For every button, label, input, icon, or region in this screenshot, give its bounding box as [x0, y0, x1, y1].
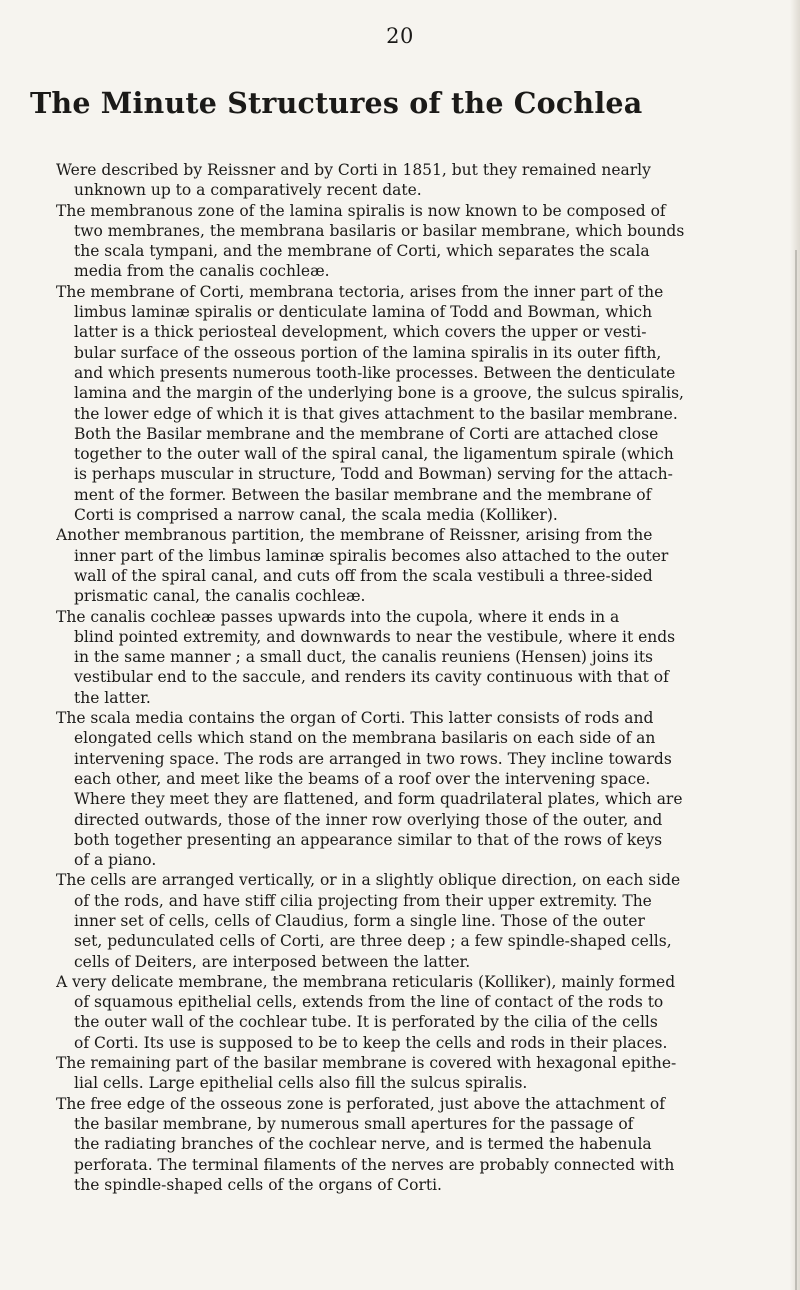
text-line: A very delicate membrane, the membrana reticularis (Kolliker), mainly formed	[56, 972, 676, 991]
text-line: Both the Basilar membrane and the membrane of Corti are attached close	[74, 424, 659, 443]
text-line: the outer wall of the cochlear tube. It is perforated by the cilia of the cells	[74, 1013, 658, 1032]
page-title: The Minute Structures of the Cochlea	[30, 86, 643, 120]
text-line: the spindle-shaped cells of the organs of Corti.	[74, 1175, 442, 1194]
text-line: lial cells. Large epithelial cells also fill the sulcus spiralis.	[74, 1074, 528, 1093]
text-line: elongated cells which stand on the membrana basilaris on each side of an	[74, 729, 656, 748]
text-line: the radiating branches of the cochlear nerve, and is termed the habenula	[74, 1135, 652, 1154]
text-line: The free edge of the osseous zone is perforated, just above the attachment of	[56, 1094, 665, 1113]
text-line: The scala media contains the organ of Corti. This latter consists of rods and	[56, 709, 654, 728]
text-line: of the rods, and have stiff cilia projecting from their upper extremity. The	[74, 891, 652, 910]
body-text	[56, 160, 796, 1195]
text-line: Another membranous partition, the membrane of Reissner, arising from the	[56, 526, 653, 545]
page-edge-line	[795, 250, 797, 1290]
text-line: perforata. The terminal filaments of the nerves are probably connected with	[74, 1155, 675, 1174]
text-line: The membranous zone of the lamina spiralis is now known to be composed of	[56, 201, 666, 220]
text-line: latter is a thick periosteal development, which covers the upper or vesti-	[74, 323, 647, 342]
text-line: cells of Deiters, are interposed between the latter.	[74, 952, 471, 971]
text-line: the lower edge of which it is that gives attachment to the basilar membrane.	[74, 404, 678, 423]
text-line: of a piano.	[74, 851, 157, 870]
text-line: in the same manner ; a small duct, the canalis reuniens (Hensen) joins its	[74, 648, 654, 667]
text-line: intervening space. The rods are arranged in two rows. They incline towards	[74, 749, 672, 768]
text-line: the scala tympani, and the membrane of Corti, which separates the scala	[74, 242, 650, 261]
text-line: together to the outer wall of the spiral canal, the ligamentum spirale (which	[74, 445, 674, 464]
text-line: Corti is comprised a narrow canal, the scala media (Kolliker).	[74, 506, 558, 525]
text-line: of squamous epithelial cells, extends from the line of contact of the rods to	[74, 993, 664, 1012]
text-line: The remaining part of the basilar membrane is covered with hexagonal epithe-	[56, 1054, 677, 1073]
text-line: directed outwards, those of the inner row overlying those of the outer, and	[74, 810, 663, 829]
text-line: inner part of the limbus laminæ spiralis becomes also attached to the outer	[74, 546, 669, 565]
text-line: of Corti. Its use is supposed to be to keep the cells and rods in their places.	[74, 1033, 668, 1052]
text-line: The canalis cochleæ passes upwards into the cupola, where it ends in a	[56, 607, 620, 626]
text-line: the basilar membrane, by numerous small apertures for the passage of	[74, 1114, 634, 1133]
text-line: and which presents numerous tooth-like processes. Between the denticulate	[74, 363, 676, 382]
text-line: lamina and the margin of the underlying bone is a groove, the sulcus spiralis,	[74, 384, 684, 403]
text-line: inner set of cells, cells of Claudius, form a single line. Those of the outer	[74, 911, 645, 930]
text-line: The cells are arranged vertically, or in a slightly oblique direction, on each side	[56, 871, 681, 890]
text-line: set, pedunculated cells of Corti, are three deep ; a few spindle-shaped cells,	[74, 932, 672, 951]
text-line: bular surface of the osseous portion of the lamina spiralis in its outer fifth,	[74, 343, 662, 362]
text-line: blind pointed extremity, and downwards to near the vestibule, where it ends	[74, 627, 676, 646]
text-line: Were described by Reissner and by Corti in 1851, but they remained nearly	[56, 161, 651, 179]
text-line: each other, and meet like the beams of a roof over the intervening space.	[74, 769, 651, 788]
text-line: wall of the spiral canal, and cuts off from the scala vestibuli a three-sided	[74, 566, 653, 585]
text-line: limbus laminæ spiralis or denticulate lamina of Todd and Bowman, which	[74, 303, 653, 322]
text-line: both together presenting an appearance similar to that of the rows of keys	[74, 830, 663, 849]
text-line: is perhaps muscular in structure, Todd and Bowman) serving for the attach-	[74, 465, 673, 484]
text-line: Where they meet they are flattened, and form quadrilateral plates, which are	[74, 790, 683, 809]
text-line: The membrane of Corti, membrana tectoria, arises from the inner part of the	[56, 282, 664, 301]
page-number: 20	[386, 24, 414, 48]
text-line: ment of the former. Between the basilar membrane and the membrane of	[74, 485, 652, 504]
text-line: media from the canalis cochleæ.	[74, 262, 330, 281]
text-line: the latter.	[74, 688, 151, 707]
text-line: vestibular end to the saccule, and renders its cavity continuous with that of	[74, 668, 669, 687]
text-line: unknown up to a comparatively recent date.	[74, 181, 422, 200]
text-line: prismatic canal, the canalis cochleæ.	[74, 587, 366, 606]
text-line: two membranes, the membrana basilaris or basilar membrane, which bounds	[74, 221, 685, 240]
